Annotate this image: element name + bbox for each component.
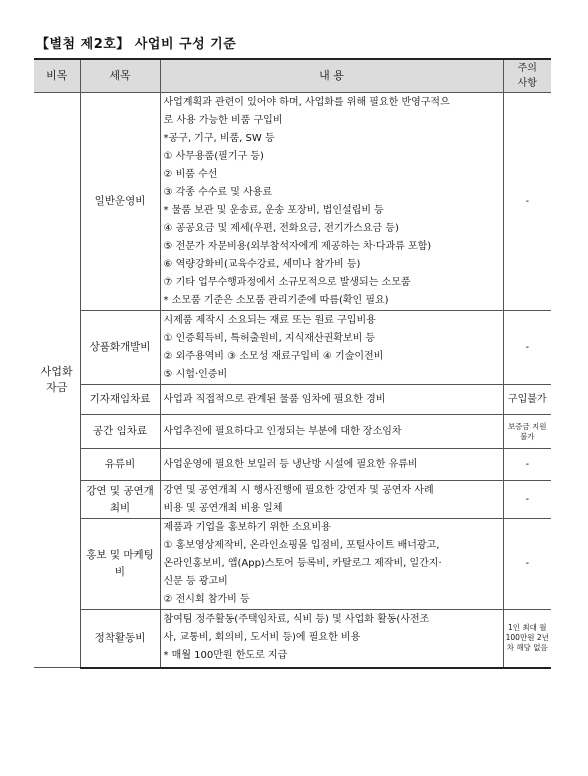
content-line: * 매월 100만원 한도로 지급 xyxy=(163,650,288,662)
semok-cell: 홍보 및 마케팅비 xyxy=(80,519,160,610)
content-line: ② 외주용역비 ③ 소모성 재료구입비 ④ 기술이전비 xyxy=(163,350,384,362)
content-line: * 물품 보관 및 운송료, 운송 포장비, 법인설립비 등 xyxy=(163,204,384,216)
semok-cell: 기자재임차료 xyxy=(80,385,160,415)
content-line: 사업운영에 필요한 보일러 등 냉난방 시설에 필요한 유류비 xyxy=(163,458,418,470)
note-cell: - xyxy=(503,449,551,481)
note-cell: - xyxy=(503,311,551,385)
content-line: 사, 교통비, 회의비, 도서비 등)에 필요한 비용 xyxy=(163,632,361,644)
header-row xyxy=(34,59,551,93)
content-line: 로 사용 가능한 비품 구입비 xyxy=(163,114,283,126)
content-line: ④ 공공요금 및 제세(우편, 전화요금, 전기가스요금 등) xyxy=(163,222,399,234)
content-cell xyxy=(160,519,503,610)
content-line: ⑥ 역량강화비(교육수강료, 세미나 참가비 등) xyxy=(163,258,361,270)
content-line: *공구, 기구, 비품, SW 등 xyxy=(163,132,275,144)
page-title: 【별첨 제2호】 사업비 구성 기준 xyxy=(36,37,237,52)
content-line: 강연 및 공연개최 시 행사진행에 필요한 강연자 및 공연자 사례 xyxy=(163,484,434,496)
table-row xyxy=(34,93,551,311)
semok-cell: 유류비 xyxy=(80,449,160,481)
header-content: 내 용 xyxy=(160,59,503,93)
content-line: ⑤ 전문가 자문비용(외부참석자에게 제공하는 차·다과류 포함) xyxy=(163,240,432,252)
note-cell: - xyxy=(503,481,551,519)
table-row xyxy=(34,481,551,519)
content-cell xyxy=(160,93,503,311)
budget-table xyxy=(34,58,551,669)
content-line: 신문 등 광고비 xyxy=(163,576,228,587)
note-cell: 구입불가 xyxy=(503,385,551,415)
table-row xyxy=(34,415,551,449)
content-line: 참여팀 정주활동(주택임차료, 식비 등) 및 사업화 활동(사전조 xyxy=(163,614,430,626)
content-line: 온라인홍보비, 앱(App)스토어 등록비, 카탈로그 제작비, 일간지· xyxy=(163,558,442,569)
content-line: 사업과 직접적으로 관계된 물품 임차에 필요한 경비 xyxy=(163,393,386,405)
content-line: ① 사무용품(필기구 등) xyxy=(163,150,264,162)
content-cell xyxy=(160,481,503,519)
content-cell xyxy=(160,610,503,668)
content-line: ② 전시회 참가비 등 xyxy=(163,594,250,605)
semok-cell: 일반운영비 xyxy=(80,93,160,311)
content-line: 사업계획과 관련이 있어야 하며, 사업화를 위해 필요한 반영구적으 xyxy=(163,96,450,108)
note-cell: - xyxy=(503,519,551,610)
content-line: ⑤ 시험·인증비 xyxy=(163,368,228,380)
bimok-cell: 사업화 자금 xyxy=(34,93,80,668)
content-line: ① 인증획득비, 특허출원비, 지식재산권확보비 등 xyxy=(163,332,376,344)
content-line: ① 홍보영상제작비, 온라인쇼핑몰 입점비, 포털사이트 배너광고, xyxy=(163,540,440,551)
content-line: 비용 및 공연개최 비용 일체 xyxy=(163,502,283,514)
semok-cell: 정착활동비 xyxy=(80,610,160,668)
content-line: 사업추진에 필요하다고 인정되는 부분에 대한 장소임차 xyxy=(163,425,402,437)
content-cell xyxy=(160,415,503,449)
content-cell xyxy=(160,385,503,415)
note-cell: 보증금 지원 불가 xyxy=(503,415,551,449)
semok-cell: 강연 및 공연개최비 xyxy=(80,481,160,519)
header-semok: 세목 xyxy=(80,59,160,93)
content-line: ⑦ 기타 업무수행과정에서 소규모적으로 발생되는 소모품 xyxy=(163,276,411,288)
table-row xyxy=(34,311,551,385)
content-line: ② 비품 수선 xyxy=(163,168,218,180)
note-cell: - xyxy=(503,93,551,311)
table-row xyxy=(34,385,551,415)
content-line: ③ 각종 수수료 및 사용료 xyxy=(163,186,273,198)
header-bimok: 비목 xyxy=(34,59,80,93)
table-row xyxy=(34,449,551,481)
content-line: * 소모품 기준은 소모품 관리기준에 따름(확인 필요) xyxy=(163,294,389,306)
semok-cell: 상품화개발비 xyxy=(80,311,160,385)
content-cell xyxy=(160,311,503,385)
table-row xyxy=(34,519,551,610)
semok-cell: 공간 임차료 xyxy=(80,415,160,449)
content-cell xyxy=(160,449,503,481)
note-cell: 1인 최대 월 100만원 2년차 해당 없음 xyxy=(503,610,551,668)
table-row xyxy=(34,610,551,668)
content-line: 시제품 제작시 소요되는 재료 또는 원료 구입비용 xyxy=(163,314,376,326)
header-note: 주의 사항 xyxy=(503,59,551,93)
content-line: 제품과 기업을 홍보하기 위한 소요비용 xyxy=(163,522,331,533)
